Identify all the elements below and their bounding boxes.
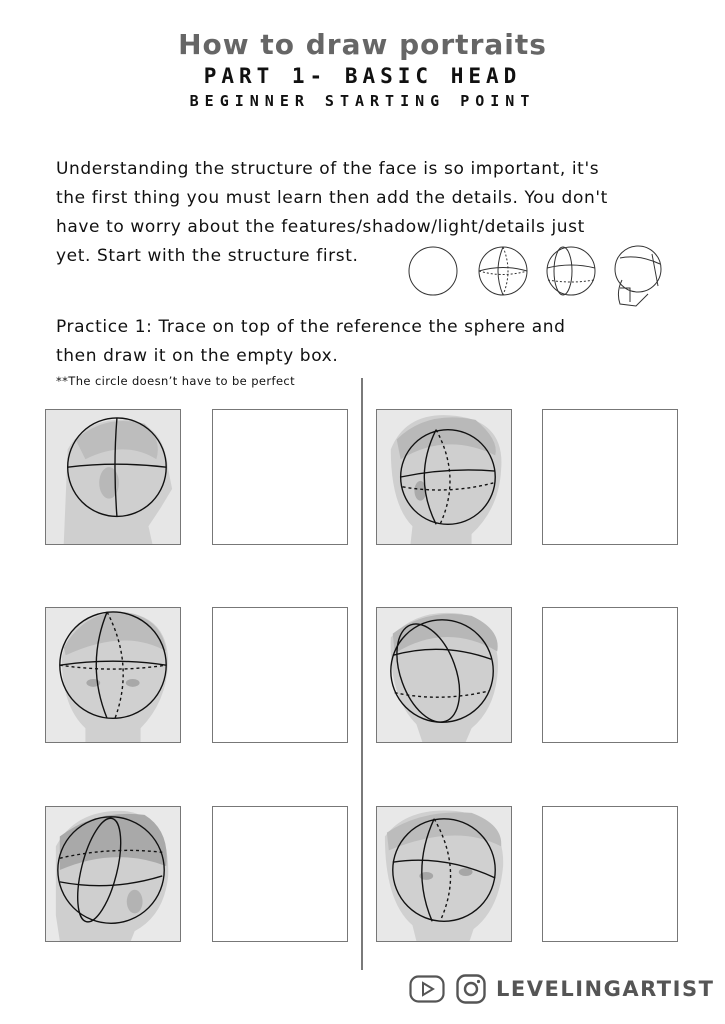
front-tilted-head-reference (46, 608, 180, 742)
intro-line: Understanding the structure of the face is so important, it's (56, 159, 600, 179)
page-title: How to draw portraits (178, 28, 547, 61)
side-profile-head-reference (46, 410, 180, 544)
youtube-icon[interactable] (408, 974, 446, 1004)
page-subtitle: PART 1- BASIC HEAD (203, 64, 522, 88)
practice-instructions (56, 313, 696, 371)
instagram-icon[interactable] (452, 974, 490, 1004)
reference-box (376, 409, 512, 545)
practice-note: **The circle doesn’t have to be perfect (56, 374, 296, 388)
downward-tilted-head-reference (377, 608, 511, 742)
reference-box (45, 607, 181, 743)
tilted-front-head-reference (377, 807, 511, 941)
head-block-step-icon (615, 246, 661, 306)
intro-line: the first thing you must learn then add the details. You don't (56, 188, 608, 208)
sphere-guides-step-icon (479, 247, 527, 295)
circle-step-icon (409, 247, 457, 295)
empty-practice-box[interactable] (212, 806, 348, 942)
reference-box (376, 607, 512, 743)
column-divider (361, 378, 363, 970)
empty-practice-box[interactable] (542, 806, 678, 942)
intro-line: yet. Start with the structure first. (56, 246, 359, 266)
page-tagline: BEGINNER STARTING POINT (189, 92, 536, 110)
reference-box (376, 806, 512, 942)
practice-line: Practice 1: Trace on top of the reference the sphere and (56, 317, 566, 337)
footer-branding (408, 972, 714, 1006)
empty-practice-box[interactable] (212, 607, 348, 743)
reference-box (45, 806, 181, 942)
practice-line: then draw it on the empty box. (56, 346, 339, 366)
empty-practice-box[interactable] (542, 409, 678, 545)
empty-practice-box[interactable] (542, 607, 678, 743)
empty-practice-box[interactable] (212, 409, 348, 545)
sphere-rotated-step-icon (547, 247, 595, 295)
looking-down-head-reference (46, 807, 180, 941)
structure-steps-illustration (408, 244, 668, 310)
channel-handle: LEVELINGARTIST (496, 977, 715, 1001)
reference-box (45, 409, 181, 545)
three-quarter-head-reference (377, 410, 511, 544)
intro-line: have to worry about the features/shadow/light/details just (56, 217, 585, 237)
